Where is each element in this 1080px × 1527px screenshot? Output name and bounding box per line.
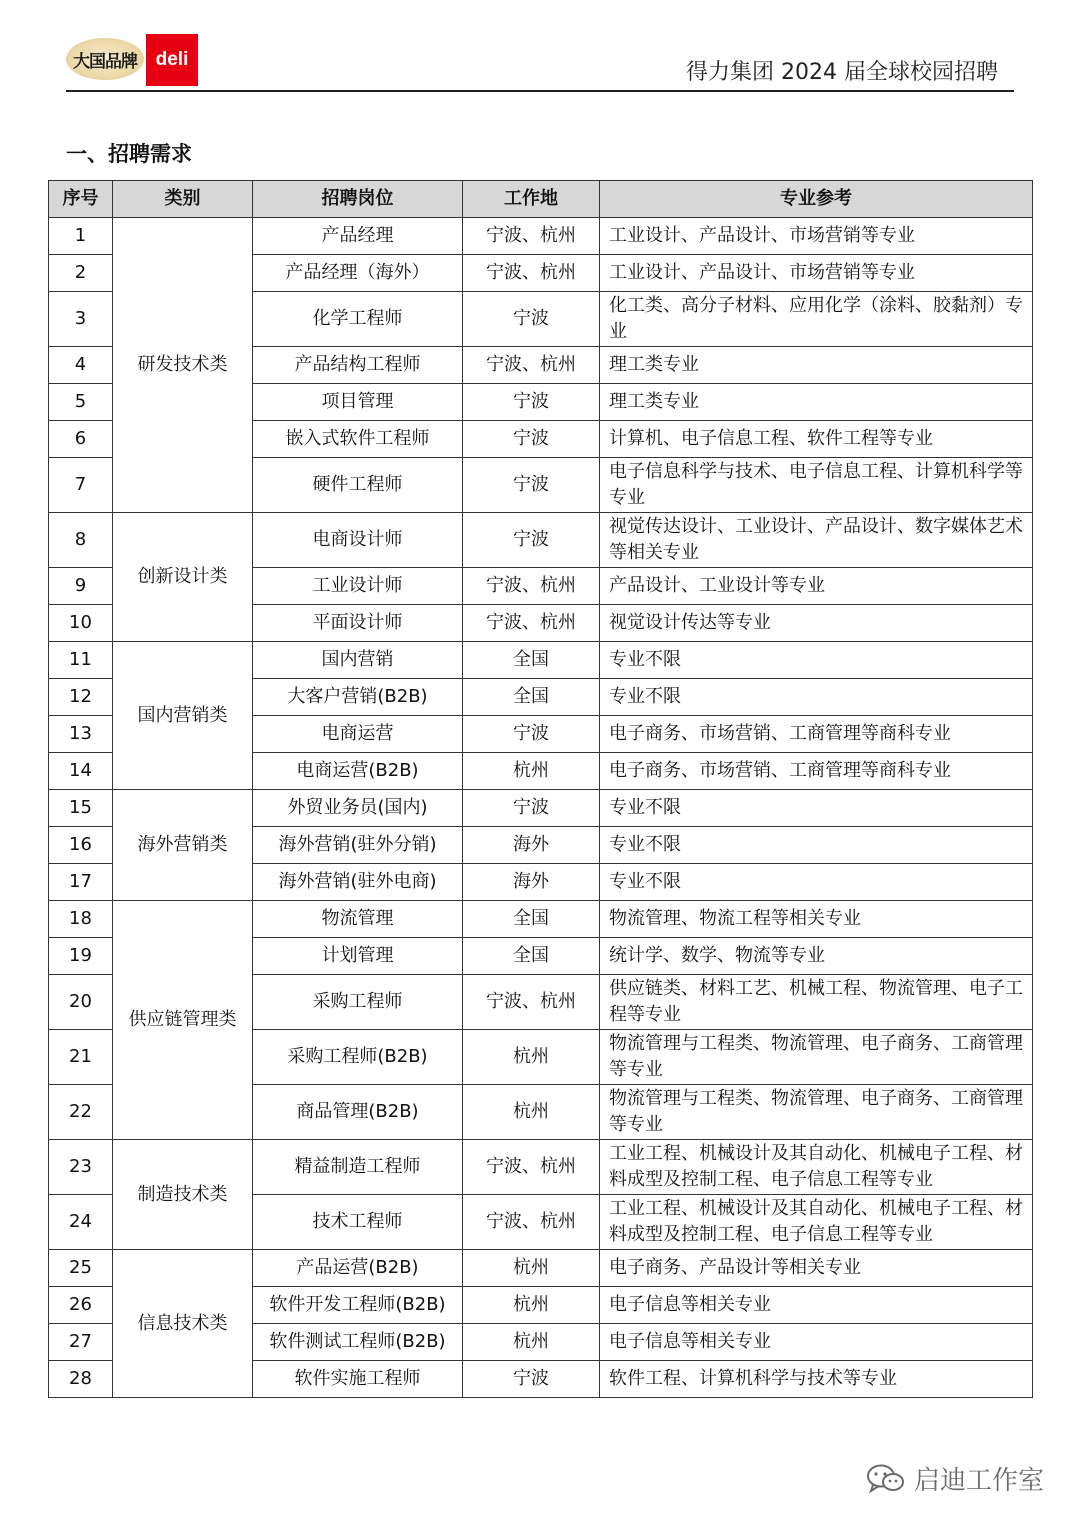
location-cell: 宁波、杭州 — [463, 568, 600, 605]
row-number: 25 — [49, 1250, 113, 1287]
category-cell: 创新设计类 — [113, 513, 253, 642]
row-number: 27 — [49, 1324, 113, 1361]
row-number: 10 — [49, 605, 113, 642]
location-cell: 宁波、杭州 — [463, 1195, 600, 1250]
major-cell: 专业不限 — [600, 679, 1033, 716]
location-cell: 海外 — [463, 864, 600, 901]
major-cell: 工业设计、产品设计、市场营销等专业 — [600, 218, 1033, 255]
major-cell: 物流管理与工程类、物流管理、电子商务、工商管理等专业 — [600, 1030, 1033, 1085]
location-cell: 宁波、杭州 — [463, 347, 600, 384]
page-header — [0, 0, 1080, 100]
position-cell: 电商运营 — [253, 716, 463, 753]
header-major: 专业参考 — [600, 181, 1033, 218]
position-cell: 物流管理 — [253, 901, 463, 938]
location-cell: 杭州 — [463, 1250, 600, 1287]
major-cell: 工业工程、机械设计及其自动化、机械电子工程、材料成型及控制工程、电子信息工程等专业 — [600, 1140, 1033, 1195]
category-cell: 供应链管理类 — [113, 901, 253, 1140]
location-cell: 宁波 — [463, 458, 600, 513]
table-row — [49, 1250, 1033, 1287]
location-cell: 杭州 — [463, 1085, 600, 1140]
position-cell: 产品结构工程师 — [253, 347, 463, 384]
row-number: 7 — [49, 458, 113, 513]
wechat-icon — [866, 1463, 906, 1495]
table-row — [49, 790, 1033, 827]
major-cell: 化工类、高分子材料、应用化学（涂料、胶黏剂）专业 — [600, 292, 1033, 347]
major-cell: 专业不限 — [600, 642, 1033, 679]
row-number: 24 — [49, 1195, 113, 1250]
header-divider — [66, 90, 1014, 92]
recruitment-table — [48, 180, 1033, 1398]
location-cell: 宁波 — [463, 292, 600, 347]
position-cell: 化学工程师 — [253, 292, 463, 347]
position-cell: 软件开发工程师(B2B) — [253, 1287, 463, 1324]
position-cell: 产品经理 — [253, 218, 463, 255]
position-cell: 商品管理(B2B) — [253, 1085, 463, 1140]
row-number: 6 — [49, 421, 113, 458]
major-cell: 软件工程、计算机科学与技术等专业 — [600, 1361, 1033, 1398]
section-title: 一、招聘需求 — [66, 142, 192, 166]
major-cell: 理工类专业 — [600, 384, 1033, 421]
major-cell: 供应链类、材料工艺、机械工程、物流管理、电子工程等专业 — [600, 975, 1033, 1030]
location-cell: 全国 — [463, 938, 600, 975]
row-number: 19 — [49, 938, 113, 975]
location-cell: 宁波、杭州 — [463, 605, 600, 642]
major-cell: 产品设计、工业设计等专业 — [600, 568, 1033, 605]
position-cell: 产品经理（海外） — [253, 255, 463, 292]
table-body — [49, 218, 1033, 1398]
major-cell: 专业不限 — [600, 864, 1033, 901]
location-cell: 宁波 — [463, 513, 600, 568]
major-cell: 计算机、电子信息工程、软件工程等专业 — [600, 421, 1033, 458]
location-cell: 杭州 — [463, 1324, 600, 1361]
major-cell: 专业不限 — [600, 790, 1033, 827]
location-cell: 宁波、杭州 — [463, 975, 600, 1030]
position-cell: 软件测试工程师(B2B) — [253, 1324, 463, 1361]
major-cell: 视觉传达设计、工业设计、产品设计、数字媒体艺术等相关专业 — [600, 513, 1033, 568]
position-cell: 国内营销 — [253, 642, 463, 679]
position-cell: 电商设计师 — [253, 513, 463, 568]
major-cell: 物流管理与工程类、物流管理、电子商务、工商管理等专业 — [600, 1085, 1033, 1140]
location-cell: 杭州 — [463, 1030, 600, 1085]
watermark-text: 启迪工作室 — [913, 1466, 1044, 1496]
major-cell: 电子商务、市场营销、工商管理等商科专业 — [600, 716, 1033, 753]
location-cell: 杭州 — [463, 1287, 600, 1324]
header-no: 序号 — [49, 181, 113, 218]
row-number: 12 — [49, 679, 113, 716]
major-cell: 物流管理、物流工程等相关专业 — [600, 901, 1033, 938]
location-cell: 宁波、杭州 — [463, 218, 600, 255]
row-number: 28 — [49, 1361, 113, 1398]
category-cell: 国内营销类 — [113, 642, 253, 790]
row-number: 3 — [49, 292, 113, 347]
major-cell: 工业工程、机械设计及其自动化、机械电子工程、材料成型及控制工程、电子信息工程等专业 — [600, 1195, 1033, 1250]
location-cell: 宁波、杭州 — [463, 255, 600, 292]
category-cell: 海外营销类 — [113, 790, 253, 901]
position-cell: 大客户营销(B2B) — [253, 679, 463, 716]
position-cell: 平面设计师 — [253, 605, 463, 642]
position-cell: 软件实施工程师 — [253, 1361, 463, 1398]
position-cell: 硬件工程师 — [253, 458, 463, 513]
position-cell: 海外营销(驻外电商) — [253, 864, 463, 901]
row-number: 2 — [49, 255, 113, 292]
position-cell: 外贸业务员(国内) — [253, 790, 463, 827]
row-number: 18 — [49, 901, 113, 938]
location-cell: 全国 — [463, 679, 600, 716]
location-cell: 海外 — [463, 827, 600, 864]
table-row — [49, 901, 1033, 938]
position-cell: 海外营销(驻外分销) — [253, 827, 463, 864]
position-cell: 工业设计师 — [253, 568, 463, 605]
category-cell: 信息技术类 — [113, 1250, 253, 1398]
position-cell: 精益制造工程师 — [253, 1140, 463, 1195]
location-cell: 宁波 — [463, 716, 600, 753]
major-cell: 视觉设计传达等专业 — [600, 605, 1033, 642]
table-row — [49, 218, 1033, 255]
national-brand-logo: 大国品牌 — [66, 38, 144, 80]
row-number: 15 — [49, 790, 113, 827]
table-row — [49, 513, 1033, 568]
row-number: 20 — [49, 975, 113, 1030]
position-cell: 采购工程师 — [253, 975, 463, 1030]
position-cell: 项目管理 — [253, 384, 463, 421]
header-location: 工作地 — [463, 181, 600, 218]
table-row — [49, 642, 1033, 679]
row-number: 11 — [49, 642, 113, 679]
position-cell: 电商运营(B2B) — [253, 753, 463, 790]
position-cell: 产品运营(B2B) — [253, 1250, 463, 1287]
position-cell: 采购工程师(B2B) — [253, 1030, 463, 1085]
document-title: 得力集团 2024 届全球校园招聘 — [686, 60, 998, 85]
location-cell: 宁波 — [463, 1361, 600, 1398]
row-number: 9 — [49, 568, 113, 605]
major-cell: 理工类专业 — [600, 347, 1033, 384]
location-cell: 全国 — [463, 642, 600, 679]
row-number: 17 — [49, 864, 113, 901]
major-cell: 电子信息科学与技术、电子信息工程、计算机科学等专业 — [600, 458, 1033, 513]
location-cell: 宁波 — [463, 384, 600, 421]
row-number: 5 — [49, 384, 113, 421]
row-number: 8 — [49, 513, 113, 568]
position-cell: 技术工程师 — [253, 1195, 463, 1250]
row-number: 22 — [49, 1085, 113, 1140]
header-category: 类别 — [113, 181, 253, 218]
location-cell: 全国 — [463, 901, 600, 938]
major-cell: 电子商务、市场营销、工商管理等商科专业 — [600, 753, 1033, 790]
location-cell: 杭州 — [463, 753, 600, 790]
header-position: 招聘岗位 — [253, 181, 463, 218]
watermark — [866, 1460, 1044, 1497]
row-number: 14 — [49, 753, 113, 790]
position-cell: 计划管理 — [253, 938, 463, 975]
deli-logo: deli — [146, 34, 198, 86]
row-number: 16 — [49, 827, 113, 864]
row-number: 4 — [49, 347, 113, 384]
category-cell: 研发技术类 — [113, 218, 253, 513]
position-cell: 嵌入式软件工程师 — [253, 421, 463, 458]
category-cell: 制造技术类 — [113, 1140, 253, 1250]
row-number: 23 — [49, 1140, 113, 1195]
major-cell: 专业不限 — [600, 827, 1033, 864]
row-number: 26 — [49, 1287, 113, 1324]
row-number: 13 — [49, 716, 113, 753]
major-cell: 电子商务、产品设计等相关专业 — [600, 1250, 1033, 1287]
table-header-row — [49, 181, 1033, 218]
major-cell: 电子信息等相关专业 — [600, 1324, 1033, 1361]
row-number: 21 — [49, 1030, 113, 1085]
location-cell: 宁波 — [463, 421, 600, 458]
major-cell: 电子信息等相关专业 — [600, 1287, 1033, 1324]
major-cell: 统计学、数学、物流等专业 — [600, 938, 1033, 975]
location-cell: 宁波 — [463, 790, 600, 827]
location-cell: 宁波、杭州 — [463, 1140, 600, 1195]
major-cell: 工业设计、产品设计、市场营销等专业 — [600, 255, 1033, 292]
row-number: 1 — [49, 218, 113, 255]
table-row — [49, 1140, 1033, 1195]
